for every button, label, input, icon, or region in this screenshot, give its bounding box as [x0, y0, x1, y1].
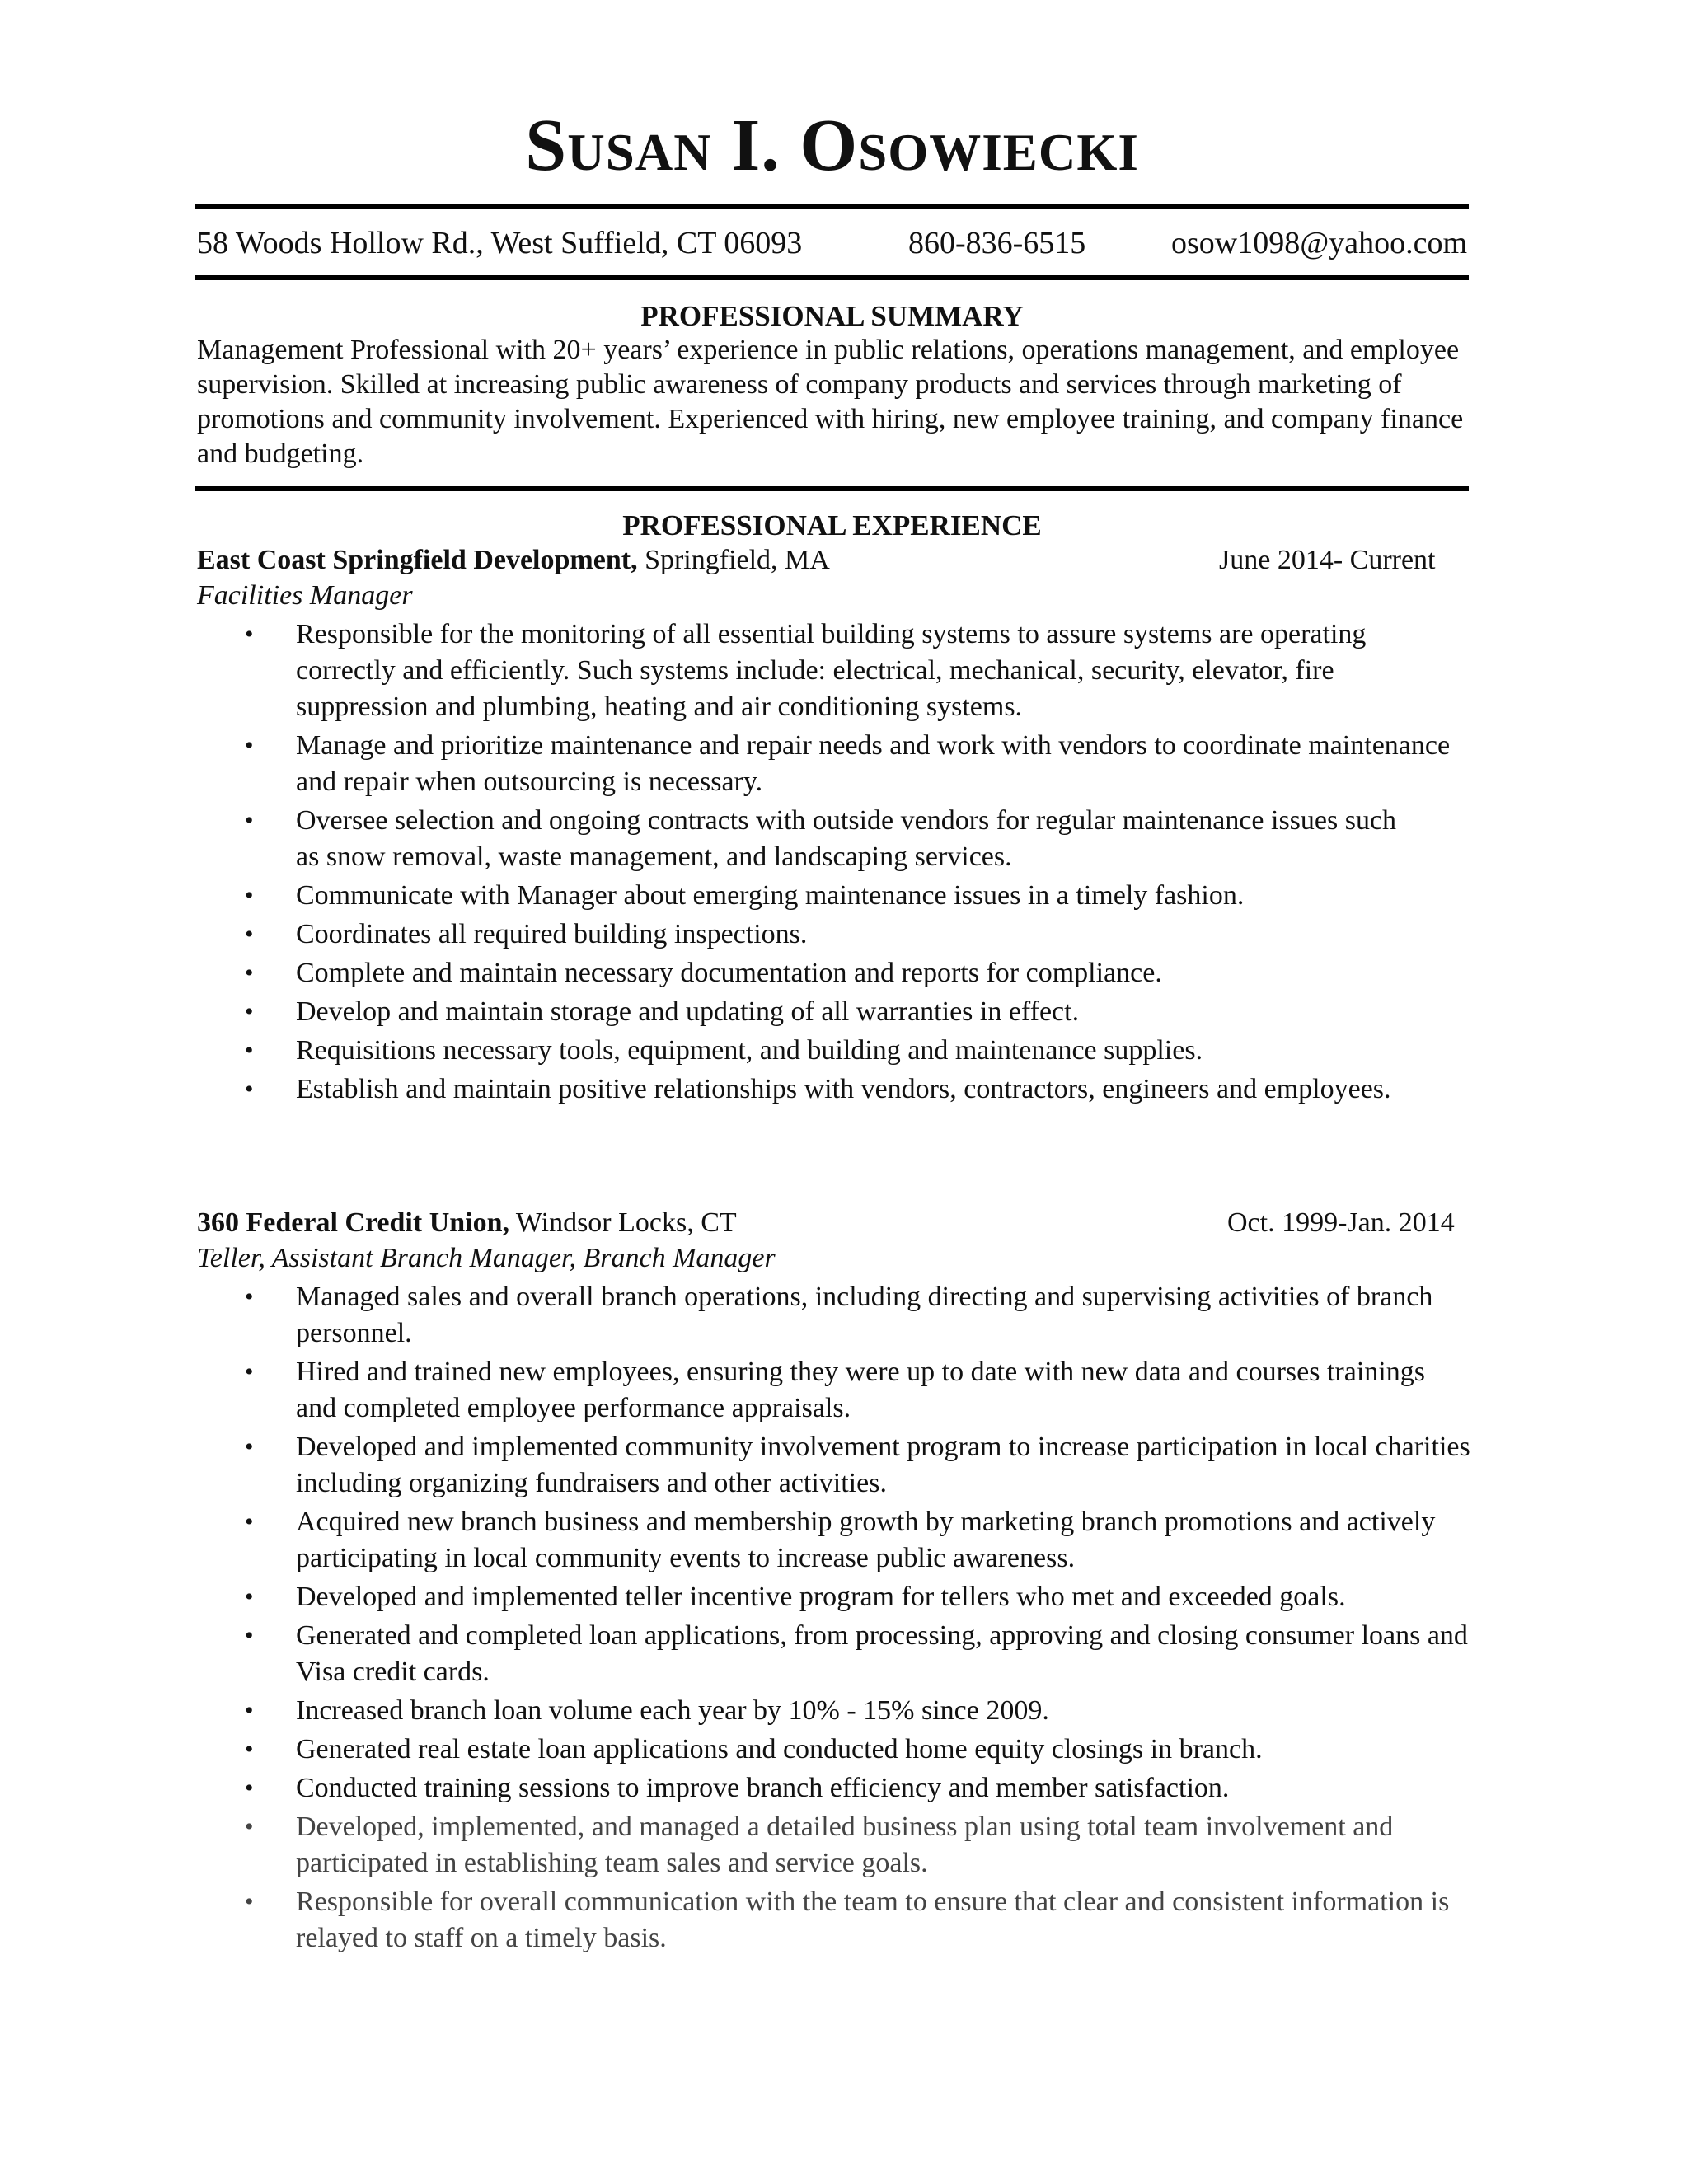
list-item: • Generated real estate loan applications and conducted home equity closings in branch. [197, 1732, 1470, 1768]
candidate-name: Susan I. Osowiecki [525, 105, 1139, 186]
summary-text: Management Professional with 20+ years’ experience in public relations, operations management, and employee supervision. Skilled at increasing public awareness of company products and services through marketing of promotions and community involvement. Experienced with hiring, new employee training, and company finance and budgeting. [197, 335, 1464, 469]
list-item: • Requisitions necessary tools, equipment, and building and maintenance supplies. [197, 1033, 1470, 1069]
list-item: • Generated and completed loan applications, from processing, approving and closing consumer loans and Visa credit cards. [197, 1618, 1470, 1690]
bullet-icon: • [245, 1358, 254, 1385]
top-divider [195, 204, 1469, 209]
list-item: • Complete and maintain necessary documentation and reports for compliance. [197, 955, 1470, 991]
resume-page [195, 0, 1469, 2184]
bullet-icon: • [245, 998, 254, 1025]
bullet-icon: • [245, 1622, 254, 1649]
bullet-icon: • [245, 882, 254, 909]
summary-heading: PROFESSIONAL SUMMARY [640, 300, 1024, 332]
bullet-icon: • [245, 732, 254, 759]
bullet-icon: • [245, 1037, 254, 1064]
list-item: • Responsible for overall communication with the team to ensure that clear and consistent information is relayed to staff on a timely basis. [197, 1884, 1470, 1957]
contact-line [197, 223, 1467, 264]
contact-divider [195, 275, 1469, 280]
bullet-icon: • [245, 621, 254, 648]
list-item: • Conducted training sessions to improve branch efficiency and member satisfaction. [197, 1770, 1470, 1807]
email: osow1098@yahoo.com [1170, 226, 1467, 260]
experience-heading: PROFESSIONAL EXPERIENCE [622, 509, 1042, 541]
job-duties [197, 1279, 1470, 1957]
list-item: • Develop and maintain storage and updating of all warranties in effect. [197, 994, 1470, 1030]
bullet-icon: • [245, 921, 254, 948]
bullet-icon: • [245, 807, 254, 834]
bullet-icon: • [245, 1813, 254, 1840]
list-item: • Acquired new branch business and membership growth by marketing branch promotions and actively participating in local community events to increase public awareness. [197, 1504, 1470, 1577]
list-item: • Establish and maintain positive relationships with vendors, contractors, engineers and employees. [197, 1071, 1470, 1108]
list-item: • Developed and implemented teller incentive program for tellers who met and exceeded goals. [197, 1579, 1470, 1615]
address: 58 Woods Hollow Rd., West Suffield, CT 06093 [197, 226, 803, 260]
job-title: Facilities Manager [197, 580, 413, 611]
list-item: • Oversee selection and ongoing contracts with outside vendors for regular maintenance issues such as snow removal, waste management, and landscaping services. [197, 803, 1470, 875]
summary-divider [195, 486, 1469, 491]
bullet-icon: • [245, 1774, 254, 1802]
job-entry [197, 1205, 1470, 1959]
job-header [197, 542, 1470, 578]
job-duties [197, 616, 1470, 1108]
employer-location: Windsor Locks, CT [509, 1207, 737, 1238]
list-item: • Developed and implemented community involvement program to increase participation in local charities including organizing fundraisers and other activities. [197, 1429, 1470, 1502]
list-item: • Responsible for the monitoring of all essential building systems to assure systems are operating correctly and efficiently. Such systems include: electrical, mechanical, security, elevator, fire suppression and plumbing, heating and air conditioning systems. [197, 616, 1470, 725]
list-item-continuation: as snow removal, waste management, and landscaping services. [296, 841, 1012, 872]
job-header [197, 1205, 1470, 1240]
bullet-icon: • [245, 1736, 254, 1763]
employer-location: Springfield, MA [637, 545, 830, 575]
list-item: • Manage and prioritize maintenance and repair needs and work with vendors to coordinate maintenance and repair when outsourcing is necessary. [197, 728, 1470, 800]
list-item: • Developed, implemented, and managed a detailed business plan using total team involvement and participated in establishing team sales and service goals. [197, 1809, 1470, 1882]
bullet-icon: • [245, 959, 254, 987]
bullet-icon: • [245, 1076, 254, 1103]
bullet-icon: • [245, 1283, 254, 1310]
job-dates: Oct. 1999-Jan. 2014 [1227, 1207, 1455, 1238]
job-dates: June 2014- Current [1219, 545, 1436, 575]
list-item: • Hired and trained new employees, ensuring they were up to date with new data and courses trainings and completed employee performance appraisals. [197, 1354, 1470, 1427]
list-item: • Managed sales and overall branch operations, including directing and supervising activities of branch personnel. [197, 1279, 1470, 1352]
list-item: • Coordinates all required building inspections. [197, 916, 1470, 953]
phone: 860-836-6515 [908, 226, 1086, 260]
bullet-icon: • [245, 1508, 254, 1535]
list-item: • Communicate with Manager about emerging maintenance issues in a timely fashion. [197, 878, 1470, 914]
employer-name: East Coast Springfield Development, [197, 545, 638, 575]
employer-name: 360 Federal Credit Union, [197, 1207, 510, 1238]
job-entry [197, 542, 1470, 1110]
bullet-icon: • [245, 1888, 254, 1915]
job-title: Teller, Assistant Branch Manager, Branch Manager [197, 1243, 776, 1273]
bullet-icon: • [245, 1583, 254, 1610]
bullet-icon: • [245, 1697, 254, 1724]
bullet-icon: • [245, 1433, 254, 1460]
list-item: • Increased branch loan volume each year by 10% - 15% since 2009. [197, 1693, 1470, 1729]
